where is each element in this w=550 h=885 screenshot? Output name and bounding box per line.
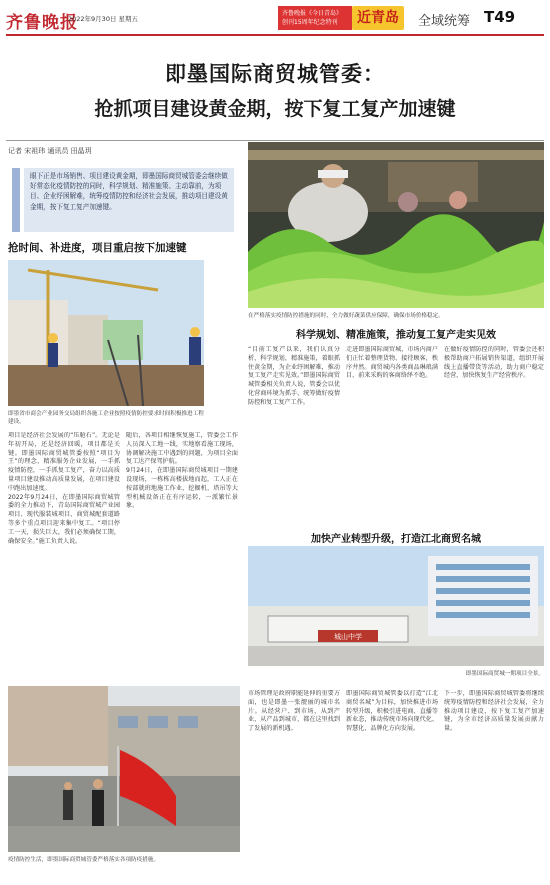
section2-body-col1: “目前工复产以来，我们认真分析，科学规划，精准施策，着眼抓住黄金期，为企业纾困解难，推动复工复产走实见效。”即墨国际商贸城管委相关负责人说，管委会以优化营商环境为抓手，统筹做好疫情防控和复工复产工作。: [248, 346, 340, 406]
section1-paragraph-3: 随后，各项目相继恢复施工，管委会工作人员深入工地一线，实地察看施工现场，协调解决施工中遇到的问题，为项目全面复工达产保驾护航。: [126, 432, 238, 466]
vegetable-market-photo: [248, 142, 544, 308]
school-sign-text: 城山中学: [334, 633, 362, 641]
section-name: 全域统筹: [418, 14, 471, 29]
header-ad-box: [278, 6, 352, 30]
byline-divider: [6, 140, 544, 141]
section3-body-col3: 下一步，即墨国际商贸城管委将继续统筹疫情防控和经济社会发展，全力推动项目建设，按下复工复产加速键，为全市经济高质量发展贡献力量。: [444, 690, 544, 733]
page-number: T49: [484, 8, 516, 26]
market-photo-caption: 在严格落实疫情防控措施的同时，全力做好蔬菜供应保障，确保市场价格稳定。: [248, 313, 444, 319]
section1-body-col2: [126, 432, 238, 680]
building-photo-caption: 即墨国际商贸城一期项目全景。: [465, 671, 544, 677]
byline: 记者 宋祖玮 通讯员 田晶玥: [8, 147, 92, 155]
header-ad-line1: 齐鲁晚报《今日青岛》: [282, 10, 343, 17]
section3-heading: 加快产业转型升级，打造江北商贸名城: [311, 534, 481, 545]
newspaper-logo: 齐鲁晚报: [6, 13, 78, 33]
section1-paragraph-2: 2022年9月24日，在即墨国际商贸城管委的全力推动下，青岛国际商贸城产业园项目、现代服装城项目、商贸城配套道路等多个重点项目迎来集中复工。“项目停工一天，损失巨大，我们必须确保工期，确保安全。”施工负责人说。: [8, 493, 120, 545]
epidemic-checkpoint-photo: [8, 686, 240, 852]
construction-site-photo: [8, 260, 204, 406]
section3-body-col1: 市场管理是政府职能延伸的重要方面，也是即墨一张靓丽的城市名片。从经营户、到市场，从到产业，从产品到城市，都在这里找到了发展的新机遇。: [248, 690, 340, 733]
headline-line1: 即墨国际商贸城管委：: [165, 62, 385, 86]
section1-paragraph-4: 9月24日，在即墨国际商贸城项目一期建设现场，一栋栋高楼拔地而起，工人正在按部就班地施工作业，挖掘机、塔吊等大型机械设备正在有序运转，一派繁忙景象。: [126, 467, 238, 510]
section1-paragraph-1: 项目是经济社会发展的“压舱石”。无论是年初开局，还是经济回暖，项目都是关键。即墨国际商贸城管委按照“项目为王”的理念，精准服务企业发展，一手抓疫情防控，一手抓复工复产，奋力以高质量项目建设推动高质量发展，在项目建设中跑出加速度。: [8, 432, 120, 492]
lead-accent-bar: [12, 168, 20, 232]
section2-body-col3: 在做好疫情防控的同时，管委会还积极帮助商户拓展销售渠道，组织开展线上直播带货等活动，助力商户稳定经营，加快恢复生产经营秩序。: [444, 346, 544, 380]
header-rule: [6, 34, 544, 36]
section2-body-col2: 走进即墨国际商贸城，市场内商户们正忙着整理货物、接待顾客，秩序井然。商贸城内各类商品琳琅满目，前来采购的客商络绎不绝。: [346, 346, 438, 380]
headline-line2: 抢抓项目建设黄金期，按下复工复产加速键: [94, 98, 456, 120]
section3-body-col2: 即墨国际商贸城管委以打造“江北商贸名城”为目标，加快推进市场转型升级，积极引进电商、直播等新业态，推动传统市场向现代化、智慧化、品牌化方向发展。: [346, 690, 438, 733]
lead-paragraph: 眼下正是市场销售、项目建设黄金期，即墨国际商贸城管委会继续做好常态化疫情防控的同时，科学规划、精准施策、主动靠前，为项目、企业纾困解难，统筹疫情防控和经济社会发展，推动项目建设黄金期，按下复工复产加速键。: [24, 168, 234, 232]
header-ad-badge: 近青岛: [352, 6, 404, 30]
section1-heading: 抢时间、补进度，项目重启按下加速键: [8, 242, 187, 254]
construction-photo-caption: 即墨省市商会产业园务交局组织各施工企业按照疫情防控要求时间积极推进工程建设。: [8, 411, 204, 425]
section1-body-col1: [8, 432, 120, 680]
checkpoint-photo-caption: 疫情防控生活，即墨国际商贸城管委严格落实各项防疫措施。: [8, 857, 160, 863]
issue-date: 2022年9月30日 星期五: [68, 15, 139, 23]
header-ad-line2: 创刊15周年纪念特刊: [282, 19, 338, 26]
section2-heading: 科学规划、精准施策，推动复工复产走实见效: [296, 330, 496, 341]
trade-city-building-photo: [248, 546, 544, 666]
